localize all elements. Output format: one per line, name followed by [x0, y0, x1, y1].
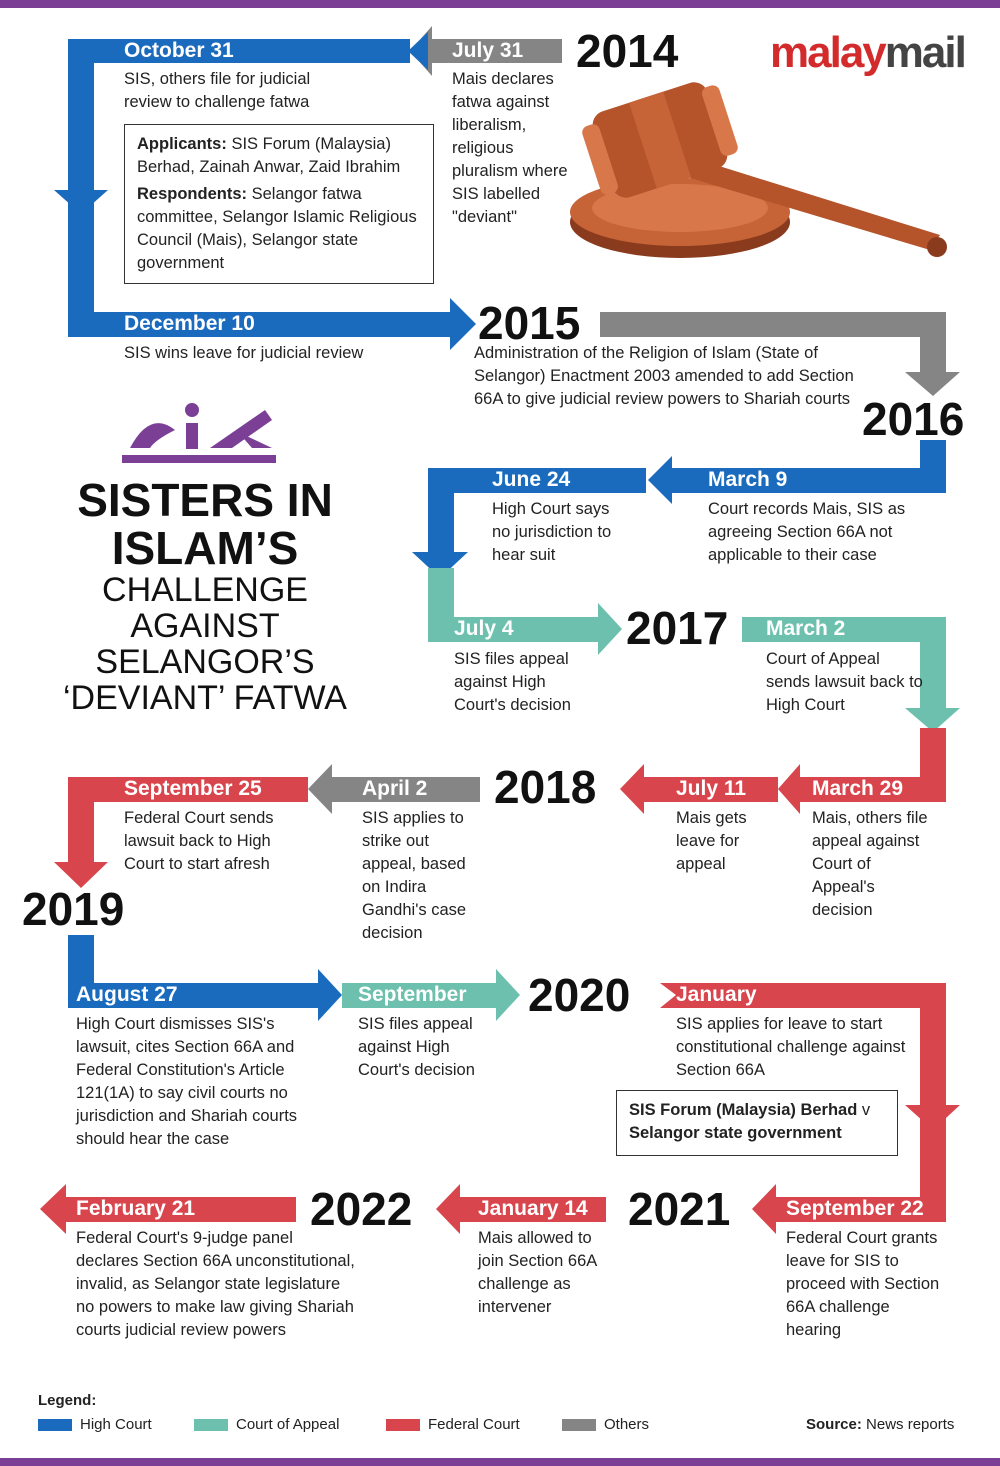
date-sep25: September 25	[124, 777, 262, 800]
year-2018: 2018	[494, 761, 597, 813]
gavel-illustration	[570, 75, 947, 258]
event-text-apr2: SIS applies to strike out appeal, based on Indira Gandhi's case decision	[362, 809, 467, 942]
event-text-sep25: Federal Court sends lawsuit back to High Court to start afresh	[124, 809, 274, 873]
event-text-sep22: Federal Court grants leave for SIS to proceed with Section 66A challenge hearing	[786, 1229, 940, 1339]
legend-label-court-of-appeal: Court of Appeal	[236, 1416, 340, 1433]
arrowhead-right-dec10	[450, 298, 476, 350]
year-2021: 2021	[628, 1183, 731, 1235]
title-line3: CHALLENGE	[102, 571, 308, 609]
segment-others-2015	[600, 312, 946, 337]
date-mar29: March 29	[812, 777, 904, 800]
title-line5: SELANGOR’S	[95, 643, 315, 681]
legend-swatch-others	[562, 1419, 596, 1431]
date-jul11: July 11	[676, 777, 747, 800]
arrowhead-left-mar9	[648, 456, 672, 504]
event-text-mar29: Mais, others file appeal against Court of Appeal's decision	[812, 809, 928, 919]
date-mar2: March 2	[766, 617, 846, 640]
date-aug27: August 27	[76, 983, 178, 1006]
segment-others-vertical-2015	[920, 312, 946, 382]
date-feb21: February 21	[76, 1197, 196, 1220]
segment-fc-vertical-sep25	[68, 777, 94, 867]
arrowhead-down-2014	[54, 190, 108, 214]
legend-title: Legend:	[38, 1392, 97, 1409]
respondents-label: Respondents:	[137, 185, 248, 203]
year-2020: 2020	[528, 969, 631, 1021]
legend-label-high-court: High Court	[80, 1416, 152, 1433]
title-line2: ISLAM’S	[111, 522, 299, 574]
date-mar9: March 9	[708, 468, 788, 491]
legend-item-court-of-appeal	[194, 1416, 339, 1433]
case-box	[616, 1090, 898, 1156]
year-2022: 2022	[310, 1183, 413, 1235]
date-jan2020: January	[676, 983, 757, 1006]
date-sept2019: September	[358, 983, 467, 1006]
applicants-value: SIS Forum (Malaysia) Berhad, Zainah Anwar, Zaid Ibrahim	[137, 135, 401, 176]
case-versus: v	[861, 1101, 871, 1119]
segment-fc-vertical-2020	[920, 983, 946, 1219]
year-2014: 2014	[576, 25, 679, 77]
source-label: Source:	[806, 1416, 862, 1433]
date-dec10: December 10	[124, 312, 255, 335]
arrowhead-left-jan14	[436, 1184, 460, 1234]
legend-label-others: Others	[604, 1416, 650, 1433]
event-text-amend2015: Administration of the Religion of Islam (State of Selangor) Enactment 2003 amended to add Section 66A to give judicial review powers to Shariah courts	[474, 344, 854, 408]
event-text-sept2019: SIS files appeal against High Court's decision	[358, 1015, 475, 1079]
malaymail-logo: malaymail	[770, 28, 965, 77]
date-jan14: January 14	[478, 1197, 588, 1220]
case-party1: SIS Forum (Malaysia) Berhad	[629, 1101, 858, 1119]
legend-item-federal-court	[386, 1416, 520, 1433]
year-2017: 2017	[626, 602, 729, 654]
arrowhead-left-apr2	[308, 764, 332, 814]
legend-item-high-court	[38, 1416, 152, 1433]
arrowhead-right-sept2019	[496, 969, 520, 1021]
event-text-jul4: SIS files appeal against High Court's decision	[454, 650, 571, 714]
event-text-oct31: SIS, others file for judicial review to challenge fatwa	[124, 70, 311, 111]
legend-swatch-court-of-appeal	[194, 1419, 228, 1431]
arrowhead-left-feb21	[40, 1184, 66, 1234]
date-oct31: October 31	[124, 39, 234, 62]
source-text: News reports	[866, 1416, 955, 1433]
legend-swatch-federal-court	[386, 1419, 420, 1431]
date-apr2: April 2	[362, 777, 428, 800]
event-text-aug27: High Court dismisses SIS's lawsuit, cites Section 66A and Federal Constitution's Article 121(1A) to say civil courts no jurisdiction and Shariah courts should hear the case	[76, 1015, 298, 1148]
event-text-mar2: Court of Appeal sends lawsuit back to High Court	[766, 650, 923, 714]
event-text-jul11: Mais gets leave for appeal	[676, 809, 747, 873]
source-note	[806, 1416, 954, 1433]
arrowhead-right-jul4	[598, 603, 622, 655]
arrowhead-down-2020	[905, 1105, 960, 1130]
event-text-feb21: Federal Court's 9-judge panel declares Section 66A unconstitutional, invalid, as Selangor state legislature no powers to make law giving Shariah courts judicial review powers	[76, 1229, 355, 1339]
event-text-jul31: Mais declares fatwa against liberalism, religious pluralism where SIS labelled "deviant"	[452, 70, 568, 226]
applicants-line	[137, 133, 421, 179]
year-2016: 2016	[862, 393, 965, 445]
date-jul4: July 4	[454, 617, 514, 640]
sis-logo-mark	[122, 403, 276, 463]
event-text-jun24: High Court says no jurisdiction to hear suit	[492, 500, 612, 564]
arrowhead-left-oct31	[408, 32, 428, 70]
title-line6: ‘DEVIANT’ FATWA	[63, 679, 347, 717]
title-line4: AGAINST	[130, 607, 280, 645]
event-text-mar9: Court records Mais, SIS as agreeing Section 66A not applicable to their case	[708, 500, 906, 564]
segment-hc-oct31	[68, 39, 410, 63]
applicants-label: Applicants:	[137, 135, 227, 153]
title-line1: SISTERS IN	[77, 474, 333, 526]
legend-label-federal-court: Federal Court	[428, 1416, 520, 1433]
legend-item-others	[562, 1416, 649, 1433]
date-jul31: July 31	[452, 39, 524, 62]
segment-hc-vertical-2014	[68, 39, 94, 337]
parties-box	[124, 124, 434, 284]
respondents-line	[137, 183, 421, 275]
segment-hc-vertical-2016b	[428, 468, 454, 556]
date-jun24: June 24	[492, 468, 571, 491]
event-text-dec10: SIS wins leave for judicial review	[124, 344, 364, 362]
respondents-value: Selangor fatwa committee, Selangor Islamic Religious Council (Mais), Selangor state government	[137, 185, 417, 272]
event-text-jan2020: SIS applies for leave to start constitutional challenge against Section 66A	[676, 1015, 906, 1079]
event-text-jan14: Mais allowed to join Section 66A challenge as intervener	[478, 1229, 597, 1316]
arrowhead-left-mar29	[778, 764, 800, 814]
case-line1	[629, 1099, 885, 1122]
infographic-title	[40, 476, 370, 716]
arrowhead-left-sep22	[752, 1184, 776, 1234]
year-2019: 2019	[22, 883, 125, 935]
bottom-accent-bar	[0, 1458, 1000, 1466]
arrowhead-left-jul11	[620, 764, 644, 814]
case-party2: Selangor state government	[629, 1124, 842, 1142]
date-sep22: September 22	[786, 1197, 924, 1220]
year-2015: 2015	[478, 297, 581, 349]
legend-swatch-high-court	[38, 1419, 72, 1431]
arrowhead-right-aug27	[318, 969, 342, 1021]
